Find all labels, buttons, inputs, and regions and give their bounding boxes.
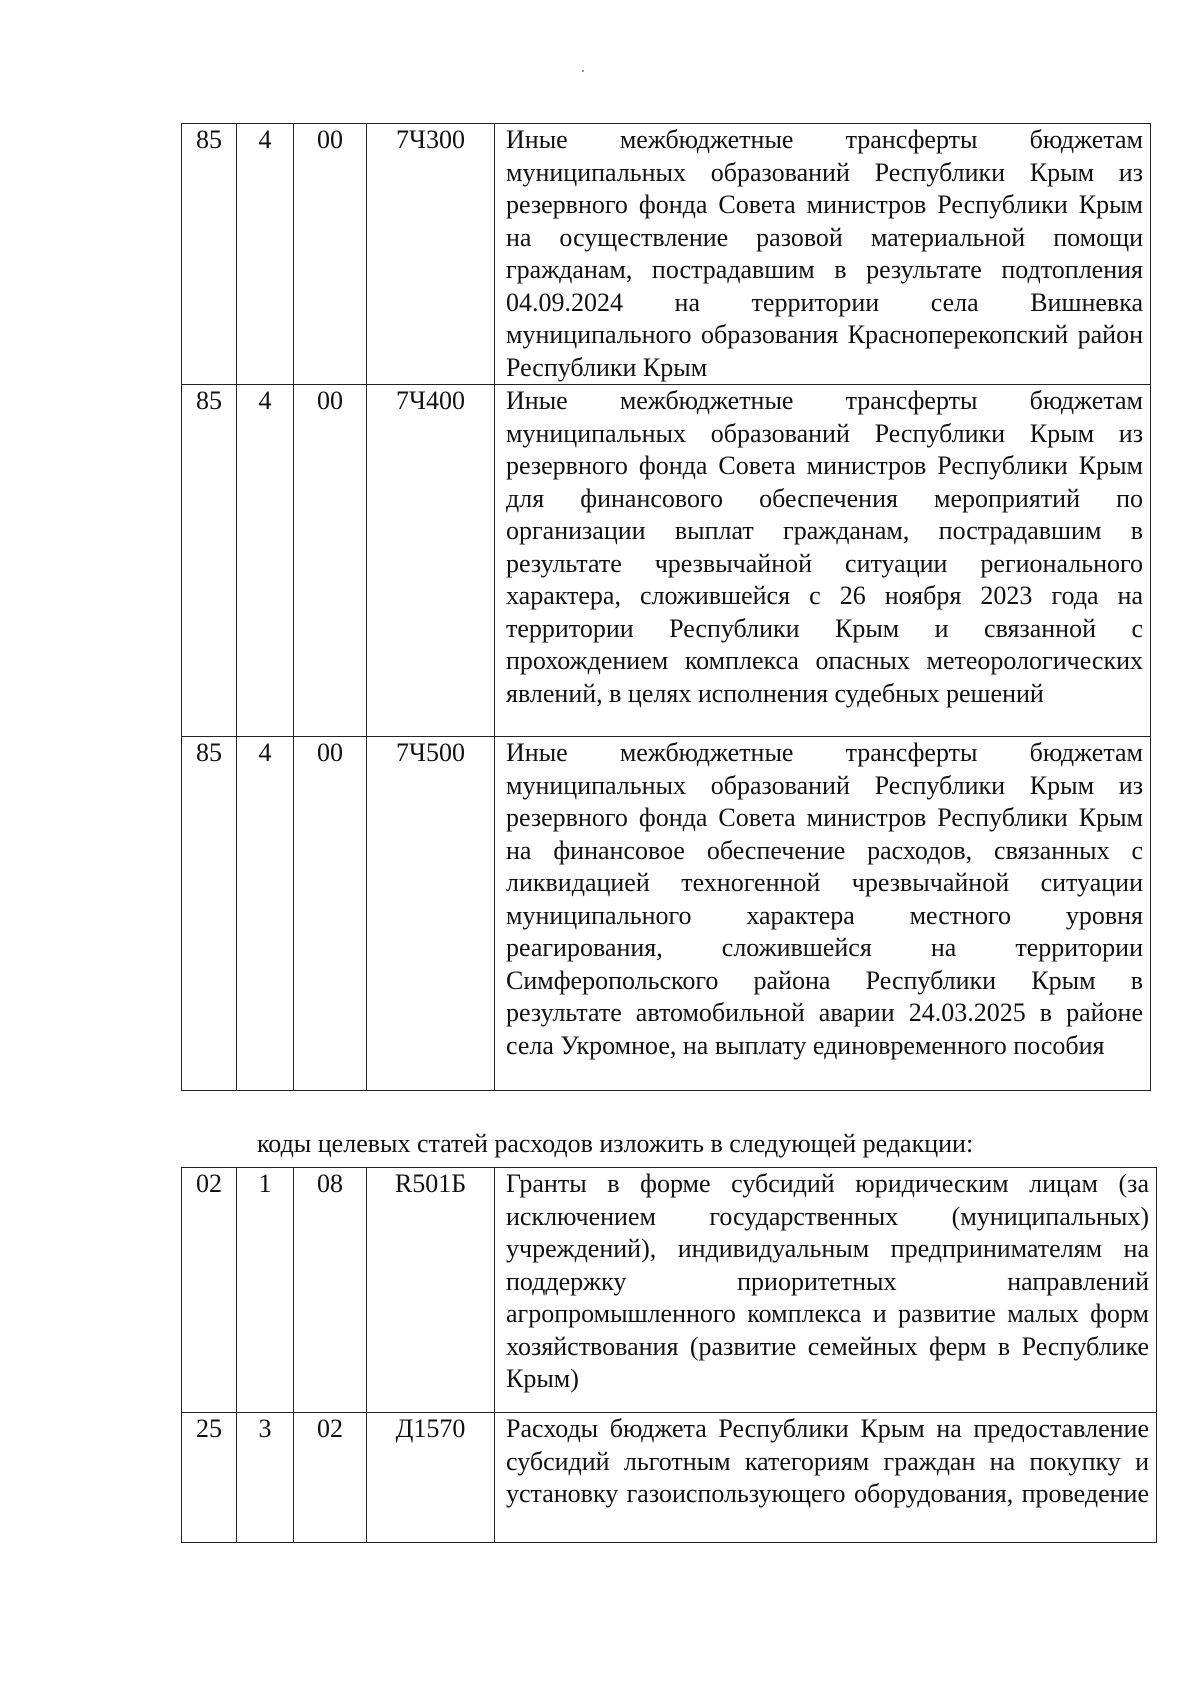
code-program: 85 — [182, 124, 237, 385]
table-row — [182, 737, 1151, 1091]
code-subprogram: 1 — [237, 1168, 294, 1413]
code-subprogram: 3 — [237, 1413, 294, 1543]
table-row — [182, 124, 1151, 385]
code-program: 85 — [182, 737, 237, 1091]
budget-codes-table-1 — [181, 123, 1151, 1091]
expense-description: Иные межбюджетные трансферты бюджетам муниципальных образований Республики Крым из резервного фонда Совета министров Республики Крым на финансовое обеспечение расходов, связанных с ликвидацией техногенной чрезвычайной ситуации муниципального характера местного уровня реагирования, сложившейся на территории Симферопольского района Республики Крым в результате автомобильной аварии 24.03.2025 в районе села Укромное, на выплату единовременного пособия — [495, 737, 1151, 1091]
page-mark — [582, 70, 584, 72]
intro-paragraph: коды целевых статей расходов изложить в следующей редакции: — [257, 1129, 974, 1158]
code-subprogram: 4 — [237, 385, 294, 737]
expense-description: Гранты в форме субсидий юридическим лицам (за исключением государственных (муниципальных) учреждений), индивидуальным предпринимателям на поддержку приоритетных направлений агропромышленного комплекса и развитие малых форм хозяйствования (развитие семейных ферм в Республике Крым) — [495, 1168, 1157, 1413]
table-row — [182, 385, 1151, 737]
code-main-event: 00 — [294, 737, 367, 1091]
code-program: 85 — [182, 385, 237, 737]
table-row — [182, 1168, 1157, 1413]
code-program: 02 — [182, 1168, 237, 1413]
code-program: 25 — [182, 1413, 237, 1543]
expense-description: Расходы бюджета Республики Крым на предоставление субсидий льготным категориям граждан на покупку и установку газоиспользующего оборудования, проведение — [495, 1413, 1157, 1543]
budget-codes-table-2 — [181, 1167, 1157, 1543]
expense-description: Иные межбюджетные трансферты бюджетам муниципальных образований Республики Крым из резервного фонда Совета министров Республики Крым для финансового обеспечения мероприятий по организации выплат гражданам, пострадавшим в результате чрезвычайной ситуации регионального характера, сложившейся с 26 ноября 2023 года на территории Республики Крым и связанной с прохождением комплекса опасных метеорологических явлений, в целях исполнения судебных решений — [495, 385, 1151, 737]
code-direction: Д1570 — [367, 1413, 495, 1543]
code-subprogram: 4 — [237, 124, 294, 385]
code-direction: R501Б — [367, 1168, 495, 1413]
code-main-event: 08 — [294, 1168, 367, 1413]
code-direction: 7Ч300 — [367, 124, 495, 385]
code-main-event: 00 — [294, 124, 367, 385]
code-subprogram: 4 — [237, 737, 294, 1091]
code-main-event: 02 — [294, 1413, 367, 1543]
code-direction: 7Ч400 — [367, 385, 495, 737]
expense-description: Иные межбюджетные трансферты бюджетам муниципальных образований Республики Крым из резервного фонда Совета министров Республики Крым на осуществление разовой материальной помощи гражданам, пострадавшим в результате подтопления 04.09.2024 на территории села Вишневка муниципального образования Красноперекопский район Республики Крым — [495, 124, 1151, 385]
code-main-event: 00 — [294, 385, 367, 737]
code-direction: 7Ч500 — [367, 737, 495, 1091]
table-row — [182, 1413, 1157, 1543]
